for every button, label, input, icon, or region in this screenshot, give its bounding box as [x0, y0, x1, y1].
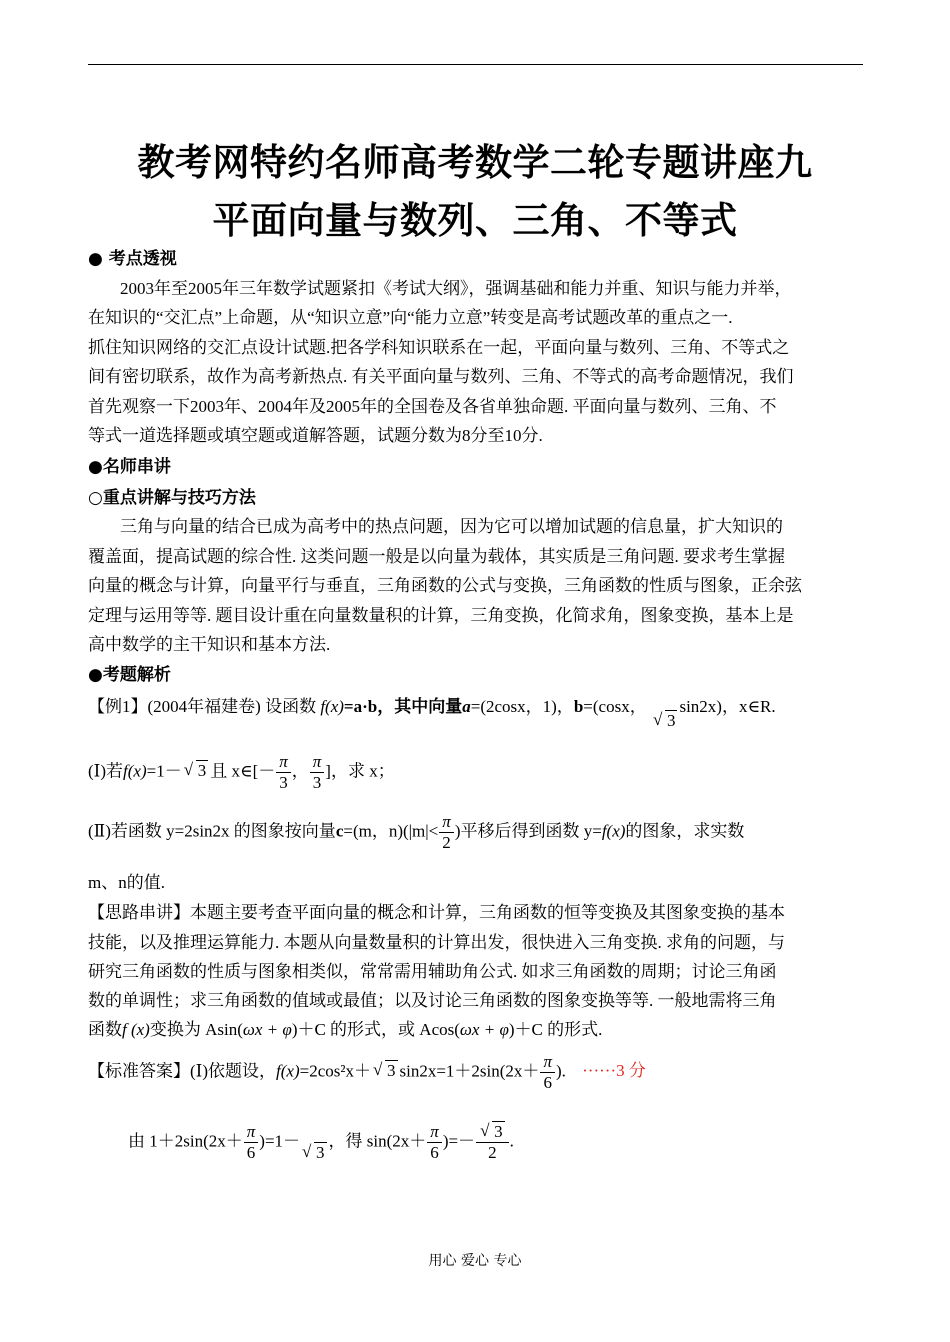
- sqrt-3: [373, 1061, 398, 1081]
- text-line: 等式一道选择题或填空题或道解答题，试题分数为8分至10分.: [88, 426, 543, 445]
- text-line: 【思路串讲】本题主要考查平面向量的概念和计算，三角函数的恒等变换及其图象变换的基本: [88, 903, 785, 922]
- vec-b: b: [573, 697, 584, 716]
- radicand: 3: [666, 711, 676, 730]
- fraction-sqrt3-2: [476, 1122, 509, 1163]
- fx: f(x): [320, 697, 344, 716]
- eq: =2cos²x＋: [299, 1061, 371, 1081]
- comma: ，: [291, 761, 309, 781]
- text-line: 覆盖面，提高试题的综合性. 这类问题一般是以向量为载体，其实质是三角问题. 要求考生掌握: [88, 547, 785, 566]
- page-footer: 用心 爱心 专心: [428, 1253, 522, 1269]
- vec-c: c: [335, 821, 344, 841]
- phase-expr: ωx + φ: [459, 1020, 509, 1039]
- numerator: π: [439, 812, 454, 833]
- a-val: =(2cosx，1)，: [470, 697, 574, 716]
- part1-end: ]，求 x；: [325, 761, 395, 781]
- text: )＋C 的形式.: [508, 1020, 603, 1039]
- part2-b: =(m，n)(|m|<: [343, 821, 439, 841]
- numerator: π: [276, 752, 291, 773]
- example-source: (2004年福建卷) 设函数: [147, 697, 317, 716]
- denominator: 6: [543, 1073, 552, 1092]
- numerator: π: [310, 752, 325, 773]
- denominator: 6: [246, 1143, 256, 1162]
- section-kaoti: ●考题解析: [88, 665, 171, 685]
- denominator: 3: [312, 773, 322, 792]
- radicand: 3: [387, 1061, 396, 1081]
- fx: f(x): [123, 761, 147, 781]
- answer-label: 【标准答案】(Ⅰ)依题设，: [88, 1061, 277, 1081]
- part1-and: 且 x∈[－: [210, 761, 276, 781]
- page-subtitle: 平面向量与数列、三角、不等式: [212, 199, 738, 242]
- text: 变换为 Asin(: [149, 1020, 243, 1039]
- radicand: 3: [494, 1122, 503, 1141]
- part-2-line2: m、n的值.: [88, 873, 165, 892]
- denominator: 2: [442, 833, 451, 852]
- text-line: 定理与运用等等. 题目设计重在向量数量积的计算，三角变换，化简求角，图象变换，基本上是: [88, 606, 794, 625]
- text-line: 数的单调性；求三角函数的值域或最值；以及讨论三角函数的图象变换等等. 一般地需将三角: [88, 991, 777, 1010]
- section-zhongdian: ○重点讲解与技巧方法: [88, 488, 256, 508]
- b-val: =(cosx，: [583, 697, 647, 716]
- fx: f(x): [276, 1061, 300, 1081]
- page-title: 教考网特约名师高考数学二轮专题讲座九: [137, 141, 813, 184]
- text-line: 三角与向量的结合已成为高考中的热点问题，因为它可以增加试题的信息量，扩大知识的: [120, 517, 783, 536]
- text: )＋C 的形式，或 Acos(: [291, 1020, 460, 1039]
- text: )=1－: [259, 1131, 301, 1151]
- numerator: [476, 1122, 509, 1143]
- fx: f (x): [122, 1020, 150, 1039]
- part1-label: (Ⅰ)若: [88, 761, 124, 781]
- denominator: 6: [430, 1143, 439, 1162]
- section-kaodian: ● 考点透视: [88, 249, 177, 269]
- numerator: π: [244, 1122, 259, 1143]
- answer-step-1: [88, 1052, 646, 1093]
- sqrt-3: [480, 1122, 505, 1142]
- eq-end: ).: [555, 1061, 566, 1081]
- part2-c: )平移后得到函数 y=: [454, 821, 602, 841]
- fraction-pi-6: [244, 1122, 259, 1163]
- sqrt-3: [302, 1143, 327, 1163]
- text-line: 2003年至2005年三年数学试题紧扣《考试大纲》，强调基础和能力并重、知识与能力并举，: [120, 279, 792, 298]
- sqrt-3: [653, 711, 678, 731]
- header-rule: [88, 64, 863, 65]
- text-line-formula: [88, 1015, 602, 1040]
- text-line: 向量的概念与计算，向量平行与垂直，三角函数的公式与变换，三角函数的性质与图象，正余弦: [88, 576, 802, 595]
- text: 函数: [88, 1020, 122, 1039]
- text-line: 技能，以及推理运算能力. 本题从向量数量积的计算出发，很快进入三角变换. 求角的问题，与: [88, 933, 785, 952]
- score-mark: ······3 分: [582, 1061, 646, 1081]
- part2-d: 的图象，求实数: [625, 821, 745, 841]
- sin2x-tail: sin2x)，x∈R.: [679, 697, 776, 716]
- part2-a: (Ⅱ)若函数 y=2sin2x 的图象按向量: [88, 821, 336, 841]
- period: .: [509, 1131, 514, 1151]
- denominator: 2: [488, 1143, 497, 1162]
- text: 由 1＋2sin(2x＋: [128, 1131, 243, 1151]
- text: )=－: [442, 1131, 476, 1151]
- part1-eq: =1－: [146, 761, 182, 781]
- vec-a: a: [462, 697, 471, 716]
- radicand: 3: [316, 1143, 325, 1163]
- text-line: 研究三角函数的性质与图象相类似，常常需用辅助角公式. 如求三角函数的周期；讨论三角函: [88, 962, 777, 981]
- eq: sin2x=1＋2sin(2x＋: [399, 1061, 540, 1081]
- phase-expr: ωx + φ: [242, 1020, 292, 1039]
- fraction-pi-6: [427, 1122, 442, 1163]
- numerator: π: [540, 1052, 555, 1073]
- example-label: 【例1】: [88, 697, 148, 716]
- fraction-pi-6: [540, 1052, 555, 1093]
- text-line: 抓住知识网络的交汇点设计试题.把各学科知识联系在一起，平面向量与数列、三角、不等式之: [88, 338, 790, 357]
- fx: f(x): [601, 821, 626, 841]
- fraction-pi-3: [276, 752, 291, 793]
- numerator: π: [427, 1122, 442, 1143]
- def: =a·b，其中向量: [343, 697, 463, 716]
- text-line: 间有密切联系，故作为高考新热点. 有关平面向量与数列、三角、不等式的高考命题情况，我们: [88, 367, 794, 386]
- text-line: 首先观察一下2003年、2004年及2005年的全国卷及各省单独命题. 平面向量与数列、三角、不: [88, 397, 777, 416]
- example-1-statement: [88, 692, 776, 730]
- text: ，得 sin(2x＋: [328, 1131, 427, 1151]
- fraction-pi-2: [439, 812, 454, 853]
- answer-step-2: [128, 1122, 514, 1163]
- sqrt-3: [184, 761, 209, 781]
- text-line: 在知识的“交汇点”上命题，从“知识立意”向“能力立意”转变是高考试题改革的重点之一.: [88, 308, 733, 327]
- radicand: 3: [197, 761, 207, 781]
- part-2: [88, 812, 744, 853]
- denominator: 3: [279, 773, 288, 792]
- fraction-pi-3: [310, 752, 325, 793]
- section-mingshi: ●名师串讲: [88, 457, 171, 477]
- text-line: 高中数学的主干知识和基本方法.: [88, 635, 331, 654]
- part-1: [88, 752, 395, 793]
